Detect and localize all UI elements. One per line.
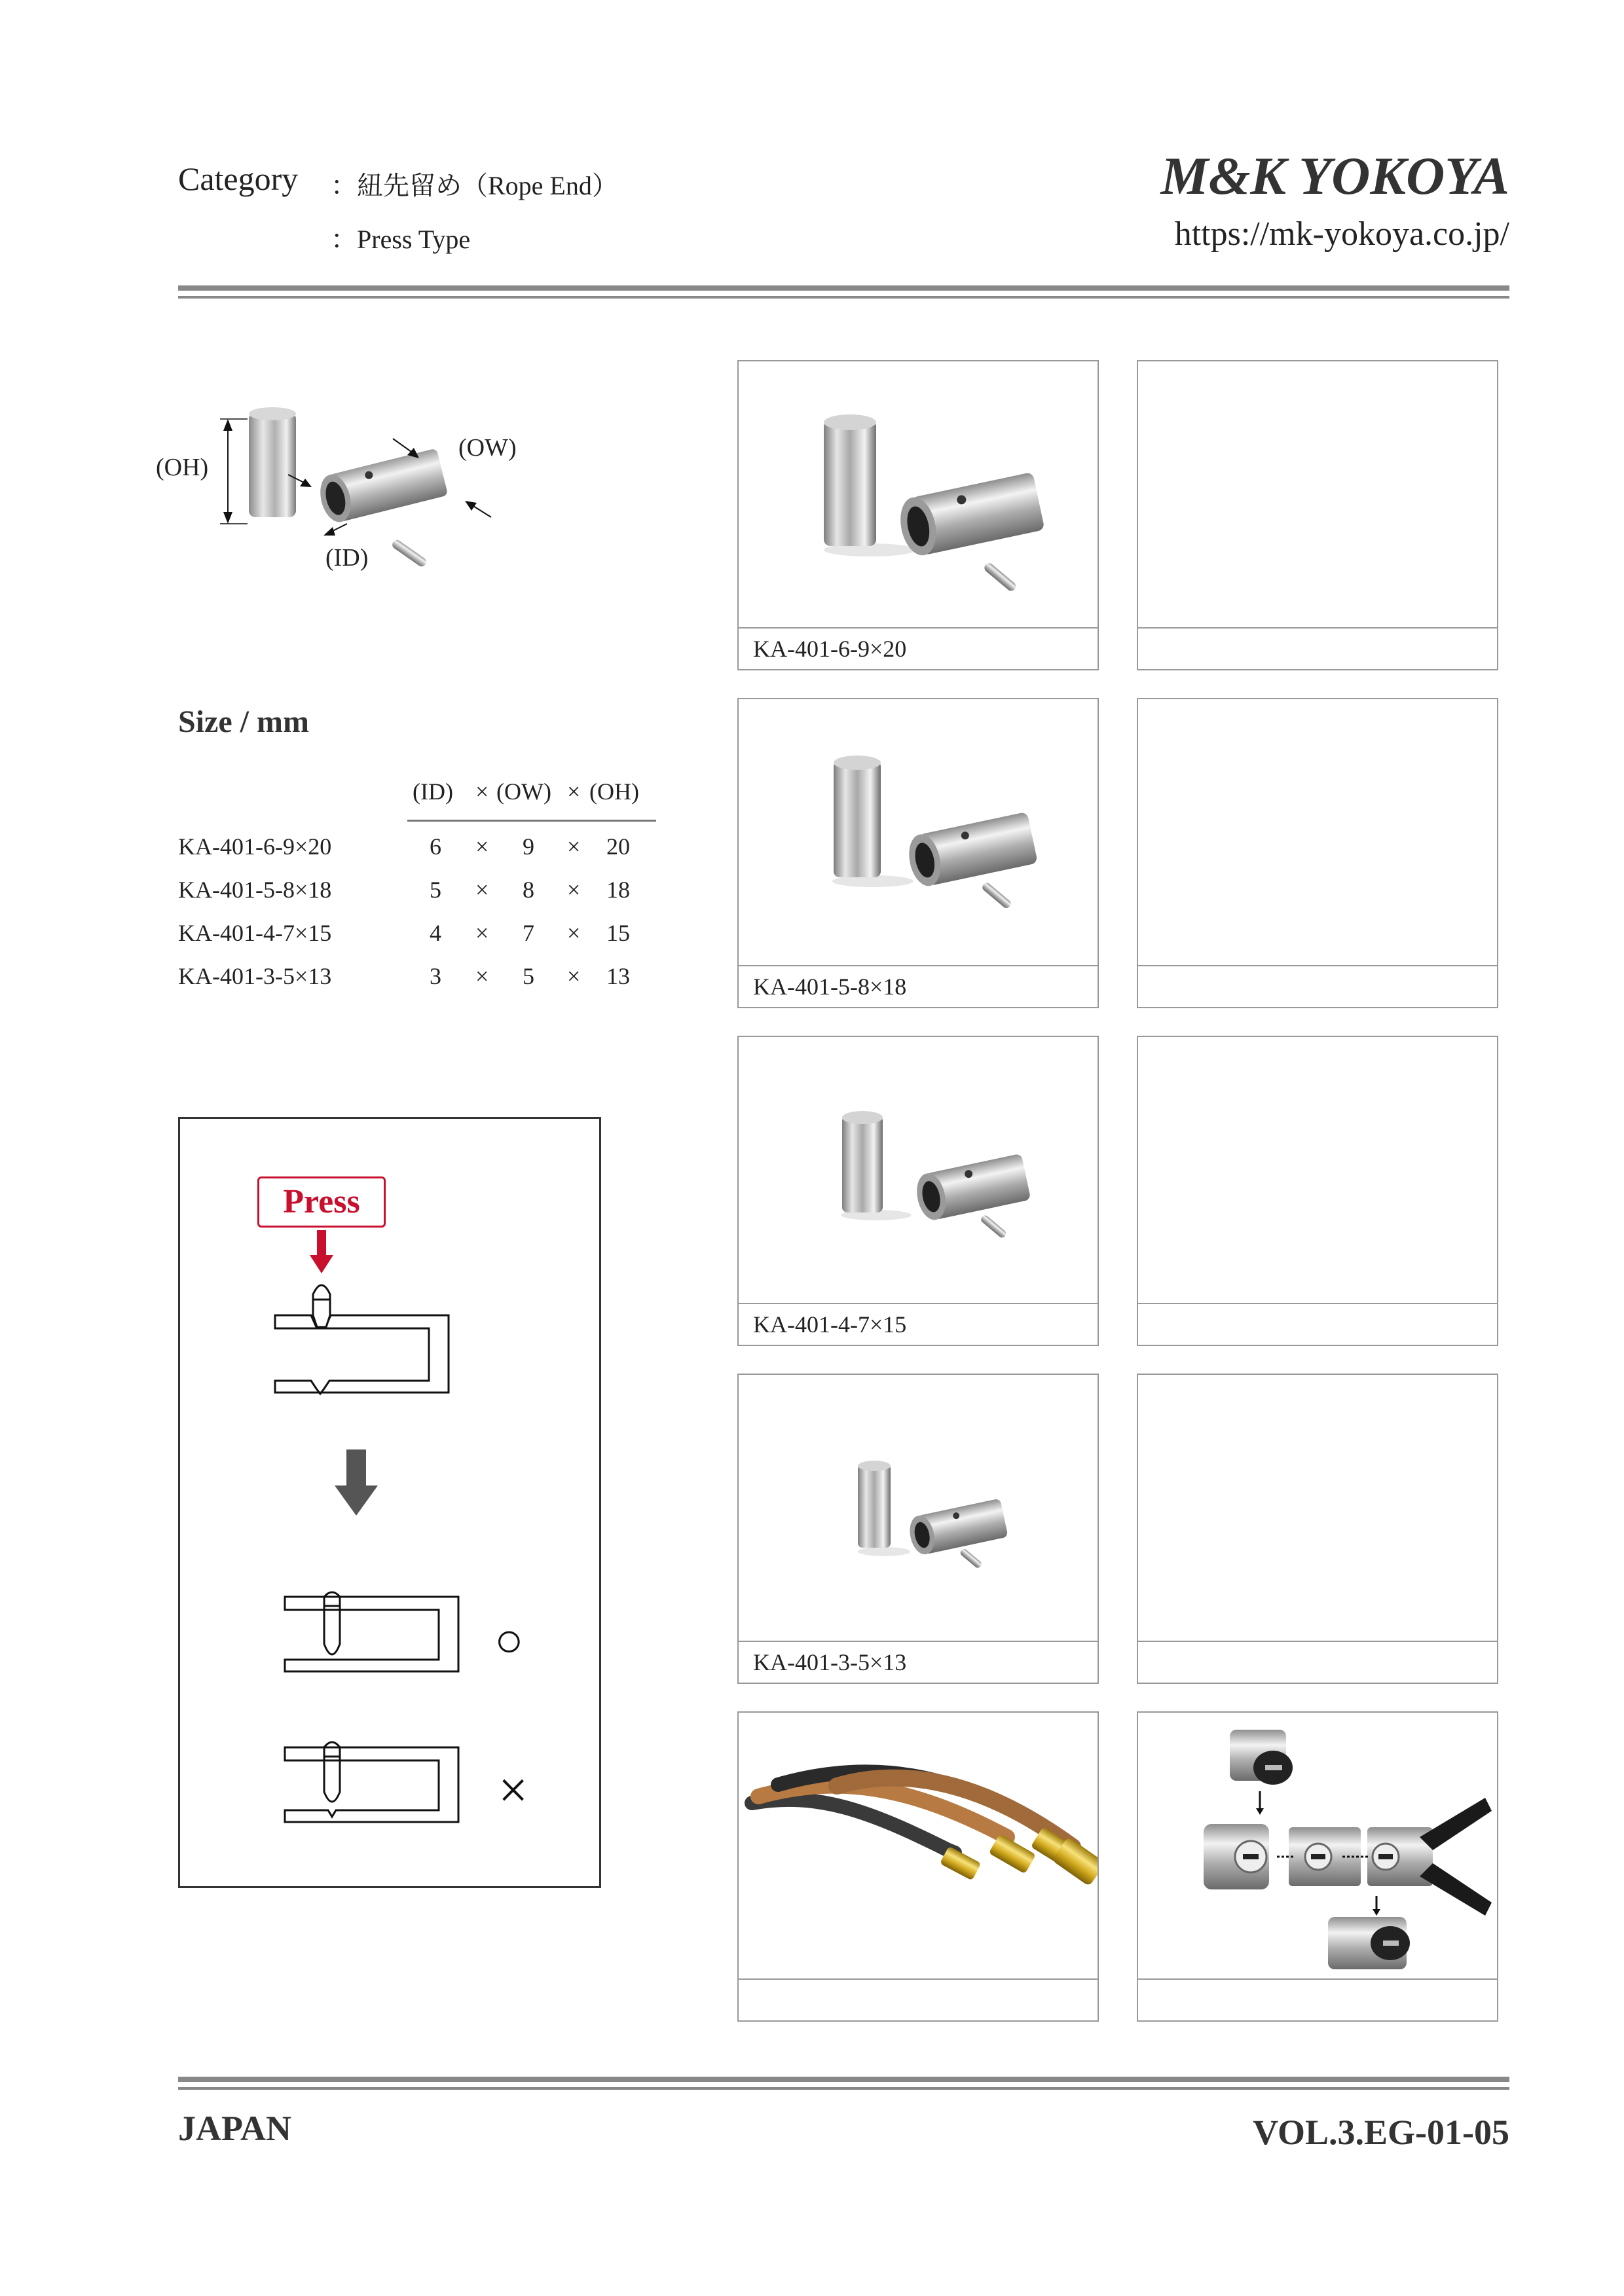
product-card[interactable]	[737, 1036, 1099, 1346]
header-times-2: ×	[567, 778, 581, 805]
footer-country: JAPAN	[178, 2109, 291, 2148]
empty-card	[1137, 698, 1498, 1008]
row-times: ×	[567, 833, 581, 860]
product-card-label: KA-401-4-7×15	[739, 1303, 1098, 1345]
row-ow: 9	[523, 833, 534, 860]
product-card-label: KA-401-6-9×20	[739, 627, 1098, 669]
correct-press-shape	[285, 1592, 458, 1671]
category-value-press-type: ：Press Type	[331, 225, 471, 254]
label-id: (ID)	[325, 544, 369, 572]
pin	[390, 538, 428, 568]
pliers-usage-photo-card[interactable]	[1137, 1711, 1498, 2022]
label-oh: (OH)	[156, 454, 209, 481]
pliers-card-label	[1138, 1978, 1497, 2020]
empty-card	[1137, 1036, 1498, 1346]
header-oh: (OH)	[589, 778, 639, 805]
row-model: KA-401-4-7×15	[178, 920, 332, 946]
row-ow: 7	[523, 920, 534, 946]
press-label: Press	[257, 1176, 386, 1228]
product-card[interactable]	[737, 1374, 1099, 1684]
header-divider-thin	[178, 296, 1509, 299]
product-card-label: KA-401-5-8×18	[739, 965, 1098, 1007]
tube-cylinder	[316, 448, 448, 526]
cap-cylinder	[249, 412, 296, 517]
row-times: ×	[475, 833, 489, 860]
footer-divider	[178, 2077, 1509, 2082]
table-header-rule	[407, 820, 656, 822]
row-model: KA-401-6-9×20	[178, 833, 332, 860]
row-oh: 15	[606, 920, 630, 946]
leather-cord-photo	[739, 1713, 1098, 1978]
row-ow: 5	[523, 963, 534, 989]
header-times-1: ×	[475, 778, 489, 805]
row-times: ×	[475, 920, 489, 946]
row-id: 4	[430, 920, 441, 946]
product-card[interactable]	[737, 698, 1099, 1008]
leather-cord-photo-card[interactable]	[737, 1711, 1099, 2022]
empty-card-label	[1138, 1641, 1497, 1683]
label-ow: (OW)	[458, 434, 517, 462]
empty-card	[1137, 360, 1498, 670]
size-table-title: Size / mm	[178, 704, 309, 739]
row-id: 6	[430, 833, 441, 860]
row-id: 3	[430, 963, 441, 989]
leather-cord-card-label	[739, 1978, 1098, 2020]
press-instruction-box	[178, 1117, 601, 1888]
empty-card	[1137, 1374, 1498, 1684]
row-model: KA-401-5-8×18	[178, 877, 332, 903]
row-times: ×	[567, 877, 581, 903]
product-photo	[739, 699, 1098, 965]
row-times: ×	[567, 920, 581, 946]
empty-card-label	[1138, 1303, 1497, 1345]
row-times: ×	[475, 877, 489, 903]
row-model: KA-401-3-5×13	[178, 963, 332, 989]
correct-mark: ○	[494, 1614, 524, 1667]
product-photo	[739, 361, 1098, 627]
brand-logo: M&K YOKOYA	[1160, 146, 1509, 206]
product-photo	[739, 1375, 1098, 1641]
before-press-shape	[275, 1285, 449, 1394]
row-times: ×	[567, 963, 581, 989]
product-card-label: KA-401-3-5×13	[739, 1641, 1098, 1683]
press-diagram	[180, 1119, 599, 1886]
product-photo	[739, 1037, 1098, 1303]
website-url[interactable]: https://mk-yokoya.co.jp/	[1174, 215, 1509, 253]
row-ow: 8	[523, 877, 534, 903]
wrong-mark: ×	[498, 1762, 528, 1819]
empty-card-label	[1138, 965, 1497, 1007]
down-arrow-icon	[346, 1449, 366, 1490]
row-oh: 20	[606, 833, 630, 860]
header-divider	[178, 285, 1509, 291]
product-card[interactable]	[737, 360, 1099, 670]
wrong-press-shape	[285, 1742, 458, 1822]
pliers-usage-photo	[1138, 1713, 1497, 1978]
footer-volume-code: VOL.3.EG-01-05	[1253, 2113, 1509, 2152]
category-label: Category	[178, 160, 299, 197]
row-oh: 13	[606, 963, 630, 989]
empty-card-label	[1138, 627, 1497, 669]
row-times: ×	[475, 963, 489, 989]
header-ow: (OW)	[496, 778, 551, 805]
row-oh: 18	[606, 877, 630, 903]
footer-divider-thin	[178, 2087, 1509, 2090]
header-id: (ID)	[413, 778, 453, 805]
category-value-rope-end: ：紐先留め（Rope End）	[331, 171, 618, 200]
row-id: 5	[430, 877, 441, 903]
